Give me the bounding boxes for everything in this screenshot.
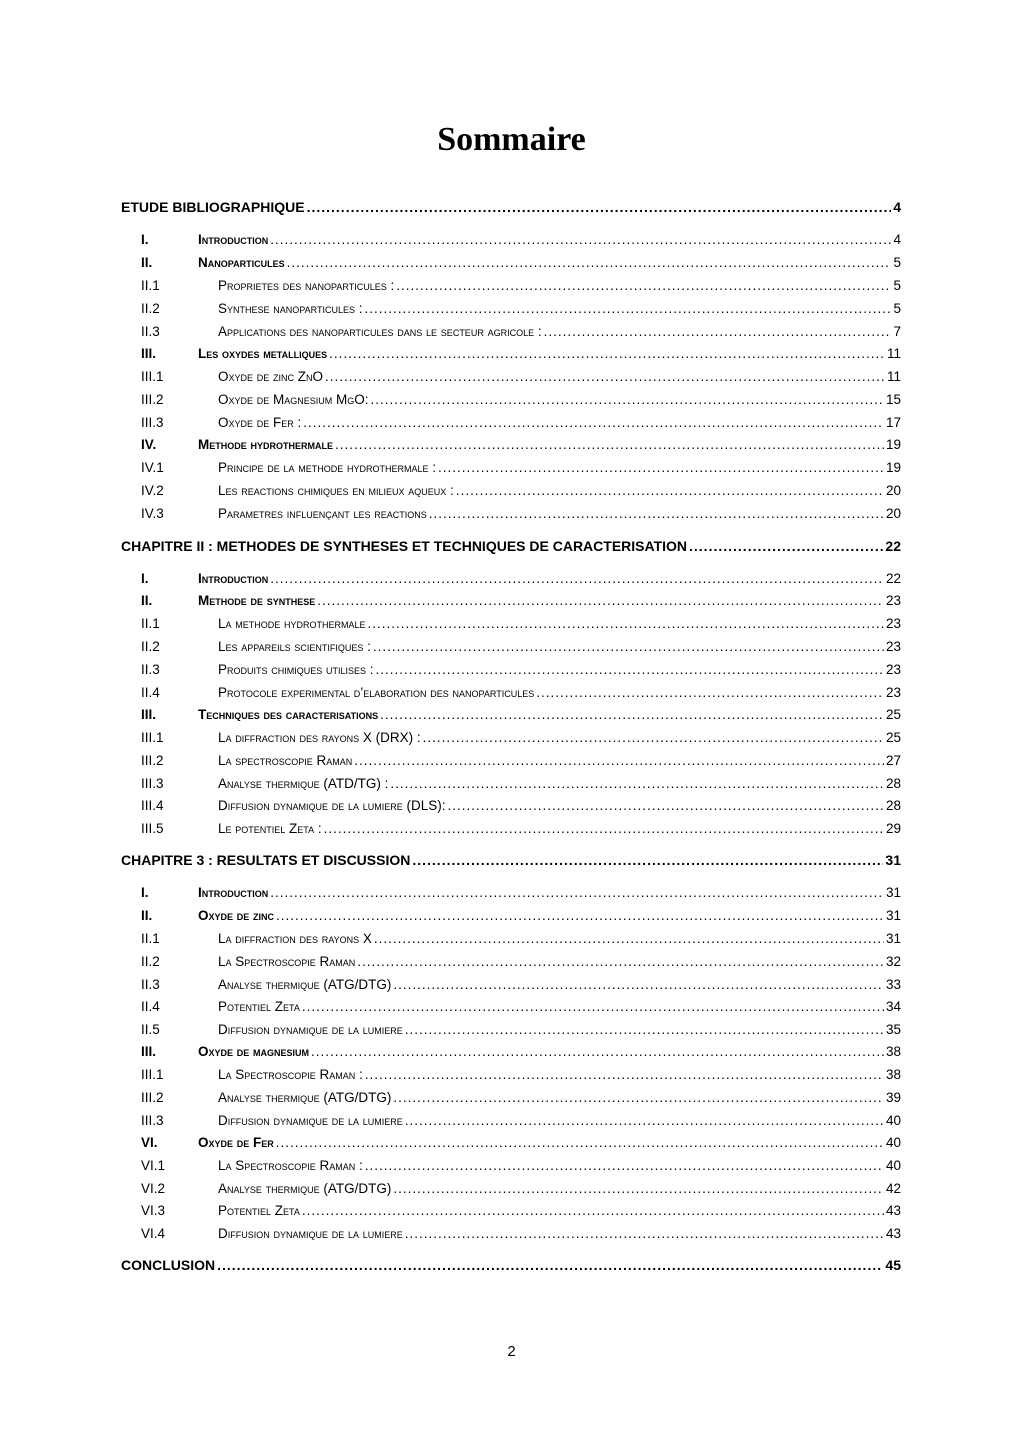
toc-entry-number: I. [141,885,149,900]
toc-entry[interactable] [121,821,901,843]
toc-entry-page: 40 [885,1113,901,1128]
toc-entry[interactable] [121,1226,901,1248]
toc-entry-number: II.5 [141,1022,160,1037]
toc-entry-label: Les oxydes metalliques [198,346,328,361]
toc-entry-number: VI.2 [141,1181,166,1196]
toc-entry[interactable] [121,1158,901,1180]
toc-entry-label: Oxyde de magnesium [198,1044,310,1059]
toc-entry-page: 23 [885,639,901,654]
toc-entry-number: III.3 [141,776,164,791]
toc-entry-label: Oxyde de Fer [198,1135,274,1150]
toc-entry-page: 20 [885,506,901,521]
toc-entry-number: III.4 [141,798,164,813]
toc-entry-page: 23 [885,685,901,700]
toc-entry-page: 23 [885,616,901,631]
toc-dot-leader [302,1203,884,1218]
toc-entry-number: I. [141,571,149,586]
toc-entry-label: Oxyde de zinc [198,908,275,923]
toc-dot-leader [317,593,884,608]
toc-dot-leader [405,1022,884,1037]
toc-dot-leader [376,662,884,677]
toc-entry[interactable] [121,1044,901,1066]
toc-entry[interactable] [121,977,901,999]
toc-entry[interactable] [121,1022,901,1044]
toc-entry-page: 29 [885,821,901,836]
toc-entry-page: 38 [885,1067,901,1082]
toc-dot-leader [276,908,884,923]
toc-entry-label: Oxyde de zinc ZnO [218,369,324,384]
toc-entry-label: La spectroscopie Raman [218,753,353,768]
toc-dot-leader [276,1135,884,1150]
toc-entry-number: II.3 [141,977,160,992]
toc-dot-leader [405,1226,884,1241]
toc-dot-leader [393,1090,884,1105]
toc-entry-page: 4 [893,199,901,215]
toc-entry-page: 40 [885,1158,901,1173]
toc-dot-leader [364,301,891,316]
toc-entry-number: IV.3 [141,506,164,521]
toc-entry[interactable] [121,460,901,482]
toc-entry[interactable] [121,571,901,593]
toc-entry-number: III.2 [141,392,164,407]
toc-entry-label: CHAPITRE II : METHODES DE SYNTHESES ET TECHNIQUES DE CARACTERISATION [121,538,688,554]
toc-dot-leader [429,506,884,521]
toc-entry-page: 20 [885,483,901,498]
toc-entry-number: II.3 [141,662,160,677]
toc-dot-leader [373,639,884,654]
toc-entry[interactable] [121,1113,901,1135]
toc-entry-page: 22 [885,571,901,586]
toc-entry[interactable] [121,392,901,414]
toc-entry-label: Analyse thermique (ATD/TG) : [218,776,389,791]
toc-entry-label: ETUDE BIBLIOGRAPHIQUE [121,199,305,215]
toc-entry-page: 28 [885,798,901,813]
toc-entry[interactable] [121,753,901,775]
toc-entry-page: 22 [885,538,901,554]
toc-entry-page: 7 [893,324,901,339]
toc-entry-label: Introduction [198,232,269,247]
toc-entry-label: Produits chimiques utilises : [218,662,374,677]
toc-entry[interactable] [121,616,901,638]
toc-dot-leader [325,369,885,384]
toc-dot-leader [217,1257,883,1273]
toc-dot-leader [405,1113,884,1128]
toc-entry-page: 43 [885,1226,901,1241]
toc-entry-label: Applications des nanoparticules dans le secteur agricole : [218,324,542,339]
toc-dot-leader [412,852,883,868]
toc-entry[interactable] [121,954,901,976]
toc-dot-leader [393,977,884,992]
toc-entry-label: Oxyde de Magnesium MgO: [218,392,369,407]
toc-chapter-entry[interactable] [121,1257,901,1279]
toc-entry[interactable] [121,1203,901,1225]
toc-dot-leader [689,538,883,554]
toc-dot-leader [335,437,884,452]
toc-dot-leader [302,999,884,1014]
toc-entry-label: Introduction [198,885,269,900]
toc-entry-number: I. [141,232,149,247]
toc-dot-leader [365,1067,884,1082]
toc-entry-number: VI.3 [141,1203,166,1218]
toc-entry-page: 15 [885,392,901,407]
toc-entry[interactable] [121,1135,901,1157]
toc-entry-number: VI.4 [141,1226,166,1241]
toc-entry-page: 5 [893,255,901,270]
toc-entry-number: III. [141,346,157,361]
toc-entry-page: 23 [885,662,901,677]
toc-entry-label: Le potentiel Zeta : [218,821,322,836]
toc-entry[interactable] [121,707,901,729]
page-number: 2 [507,1343,516,1360]
toc-entry-label: Techniques des caracterisations [198,707,379,722]
toc-chapter-entry[interactable] [121,199,901,221]
toc-entry[interactable] [121,662,901,684]
toc-entry-label: Methode hydrothermale [198,437,333,452]
toc-chapter-entry[interactable] [121,538,901,560]
toc-dot-leader [307,199,892,215]
toc-dot-leader [287,255,892,270]
toc-entry[interactable] [121,506,901,528]
toc-entry-number: III. [141,1044,157,1059]
toc-entry-page: 11 [886,369,901,384]
toc-chapter-entry[interactable] [121,852,901,874]
toc-entry-number: II. [141,908,153,923]
toc-dot-leader [438,460,884,475]
toc-entry-number: II.2 [141,301,160,316]
toc-entry-page: 31 [885,852,901,868]
toc-entry-label: Analyse thermique (ATG/DTG) [218,977,392,992]
toc-entry[interactable] [121,730,901,752]
toc-entry-label: Diffusion dynamique de la lumiere [218,1113,403,1128]
toc-entry-page: 19 [885,460,901,475]
toc-entry-number: III.2 [141,1090,164,1105]
toc-entry-number: II.3 [141,324,160,339]
toc-entry-number: IV.1 [141,460,164,475]
toc-entry-page: 34 [885,999,901,1014]
toc-entry-page: 31 [885,885,901,900]
toc-entry[interactable] [121,1181,901,1203]
toc-entry-label: La methode hydrothermale [218,616,366,631]
toc-dot-leader [357,954,884,969]
toc-entry-label: La Spectroscopie Raman : [218,1067,363,1082]
toc-entry-number: IV. [141,437,157,452]
toc-entry-page: 33 [885,977,901,992]
toc-dot-leader [270,571,884,586]
toc-entry-label: Diffusion dynamique de la lumiere [218,1226,403,1241]
toc-entry-number: III.5 [141,821,164,836]
toc-entry-number: III.1 [141,1067,164,1082]
toc-entry[interactable] [121,798,901,820]
toc-entry[interactable] [121,324,901,346]
toc-entry-label: Methode de synthese [198,593,316,608]
toc-entry-label: La Spectroscopie Raman [218,954,356,969]
toc-entry-label: Parametres influençant les reactions [218,506,427,521]
toc-entry-number: III.2 [141,753,164,768]
toc-entry-number: III.3 [141,415,164,430]
toc-dot-leader [423,730,884,745]
toc-dot-leader [368,616,884,631]
toc-entry-page: 17 [885,415,901,430]
toc-entry[interactable] [121,885,901,907]
toc-entry-page: 40 [885,1135,901,1150]
toc-dot-leader [371,392,884,407]
toc-dot-leader [374,931,884,946]
toc-entry-page: 5 [893,278,901,293]
toc-entry[interactable] [121,999,901,1021]
toc-entry-label: Potentiel Zeta [218,999,300,1014]
toc-entry[interactable] [121,908,901,930]
toc-entry-number: II.2 [141,954,160,969]
toc-entry-label: Diffusion dynamique de la lumiere [218,1022,403,1037]
toc-entry-number: II.4 [141,999,160,1014]
toc-entry-page: 25 [885,707,901,722]
toc-entry-page: 27 [885,753,901,768]
toc-entry-label: Protocole experimental d’elaboration des nanoparticules [218,685,535,700]
toc-dot-leader [390,776,884,791]
toc-entry-page: 4 [893,232,901,247]
toc-entry-label: Nanoparticules [198,255,285,270]
toc-dot-leader [448,798,884,813]
toc-dot-leader [393,1181,884,1196]
toc-dot-leader [311,1044,884,1059]
toc-entry[interactable] [121,639,901,661]
toc-entry-label: Synthese nanoparticules : [218,301,363,316]
toc-entry[interactable] [121,593,901,615]
toc-entry-number: III.3 [141,1113,164,1128]
toc-entry-number: II. [141,255,153,270]
toc-entry-page: 35 [885,1022,901,1037]
toc-entry-number: II.2 [141,639,160,654]
toc-entry-label: Principe de la methode hydrothermale : [218,460,437,475]
toc-dot-leader [324,821,884,836]
toc-entry-page: 32 [885,954,901,969]
toc-entry-label: La diffraction des rayons X [218,931,372,946]
toc-dot-leader [270,885,884,900]
toc-entry-page: 11 [886,346,901,361]
toc-entry-page: 19 [885,437,901,452]
toc-entry-label: Les reactions chimiques en milieux aqueux : [218,483,454,498]
toc-entry[interactable] [121,301,901,323]
toc-entry-label: Proprietes des nanoparticules : [218,278,395,293]
toc-entry-number: II.1 [141,616,160,631]
toc-dot-leader [365,1158,884,1173]
toc-dot-leader [456,483,884,498]
toc-entry-page: 28 [885,776,901,791]
toc-dot-leader [270,232,891,247]
toc-entry-number: III.1 [141,730,164,745]
toc-entry-page: 43 [885,1203,901,1218]
toc-entry[interactable] [121,437,901,459]
toc-entry-number: VI. [141,1135,158,1150]
toc-entry-page: 45 [885,1257,901,1273]
toc-entry-number: III. [141,707,157,722]
toc-dot-leader [380,707,884,722]
toc-entry[interactable] [121,776,901,798]
toc-dot-leader [536,685,884,700]
toc-entry-number: III.1 [141,369,164,384]
toc-entry-page: 25 [885,730,901,745]
toc-entry-page: 31 [885,908,901,923]
toc-entry-page: 23 [885,593,901,608]
toc-entry-page: 39 [885,1090,901,1105]
toc-entry-label: Introduction [198,571,269,586]
toc-entry-label: Potentiel Zeta [218,1203,300,1218]
page-title: Sommaire [437,121,586,158]
toc-entry[interactable] [121,346,901,368]
toc-entry-number: VI.1 [141,1158,166,1173]
toc-entry-page: 5 [893,301,901,316]
toc-entry[interactable] [121,415,901,437]
toc-entry[interactable] [121,1090,901,1112]
toc-entry-number: IV.2 [141,483,164,498]
toc-entry[interactable] [121,685,901,707]
toc-dot-leader [544,324,892,339]
toc-entry-label: La Spectroscopie Raman : [218,1158,363,1173]
toc-entry-label: Les appareils scientifiques : [218,639,371,654]
toc-entry-page: 42 [885,1181,901,1196]
toc-entry-label: CHAPITRE 3 : RESULTATS ET DISCUSSION [121,852,411,868]
toc-dot-leader [396,278,891,293]
toc-dot-leader [303,415,884,430]
toc-entry[interactable] [121,278,901,300]
toc-entry-number: II.1 [141,931,160,946]
toc-entry-number: II.1 [141,278,160,293]
toc-entry-label: Oxyde de Fer : [218,415,302,430]
toc-entry[interactable] [121,931,901,953]
toc-entry-number: II. [141,593,153,608]
toc-entry-label: La diffraction des rayons X (DRX) : [218,730,421,745]
toc-entry-number: II.4 [141,685,160,700]
toc-entry-label: Diffusion dynamique de la lumiere (DLS): [218,798,446,813]
toc-entry[interactable] [121,483,901,505]
toc-entry-label: Analyse thermique (ATG/DTG) [218,1181,392,1196]
toc-entry[interactable] [121,369,901,391]
toc-entry-page: 31 [885,931,901,946]
toc-dot-leader [329,346,885,361]
toc-entry-label: Analyse thermique (ATG/DTG) [218,1090,392,1105]
toc-entry[interactable] [121,1067,901,1089]
toc-entry-label: CONCLUSION [121,1257,216,1273]
toc-entry[interactable] [121,255,901,277]
toc-entry[interactable] [121,232,901,254]
toc-entry-page: 38 [885,1044,901,1059]
toc-dot-leader [354,753,884,768]
